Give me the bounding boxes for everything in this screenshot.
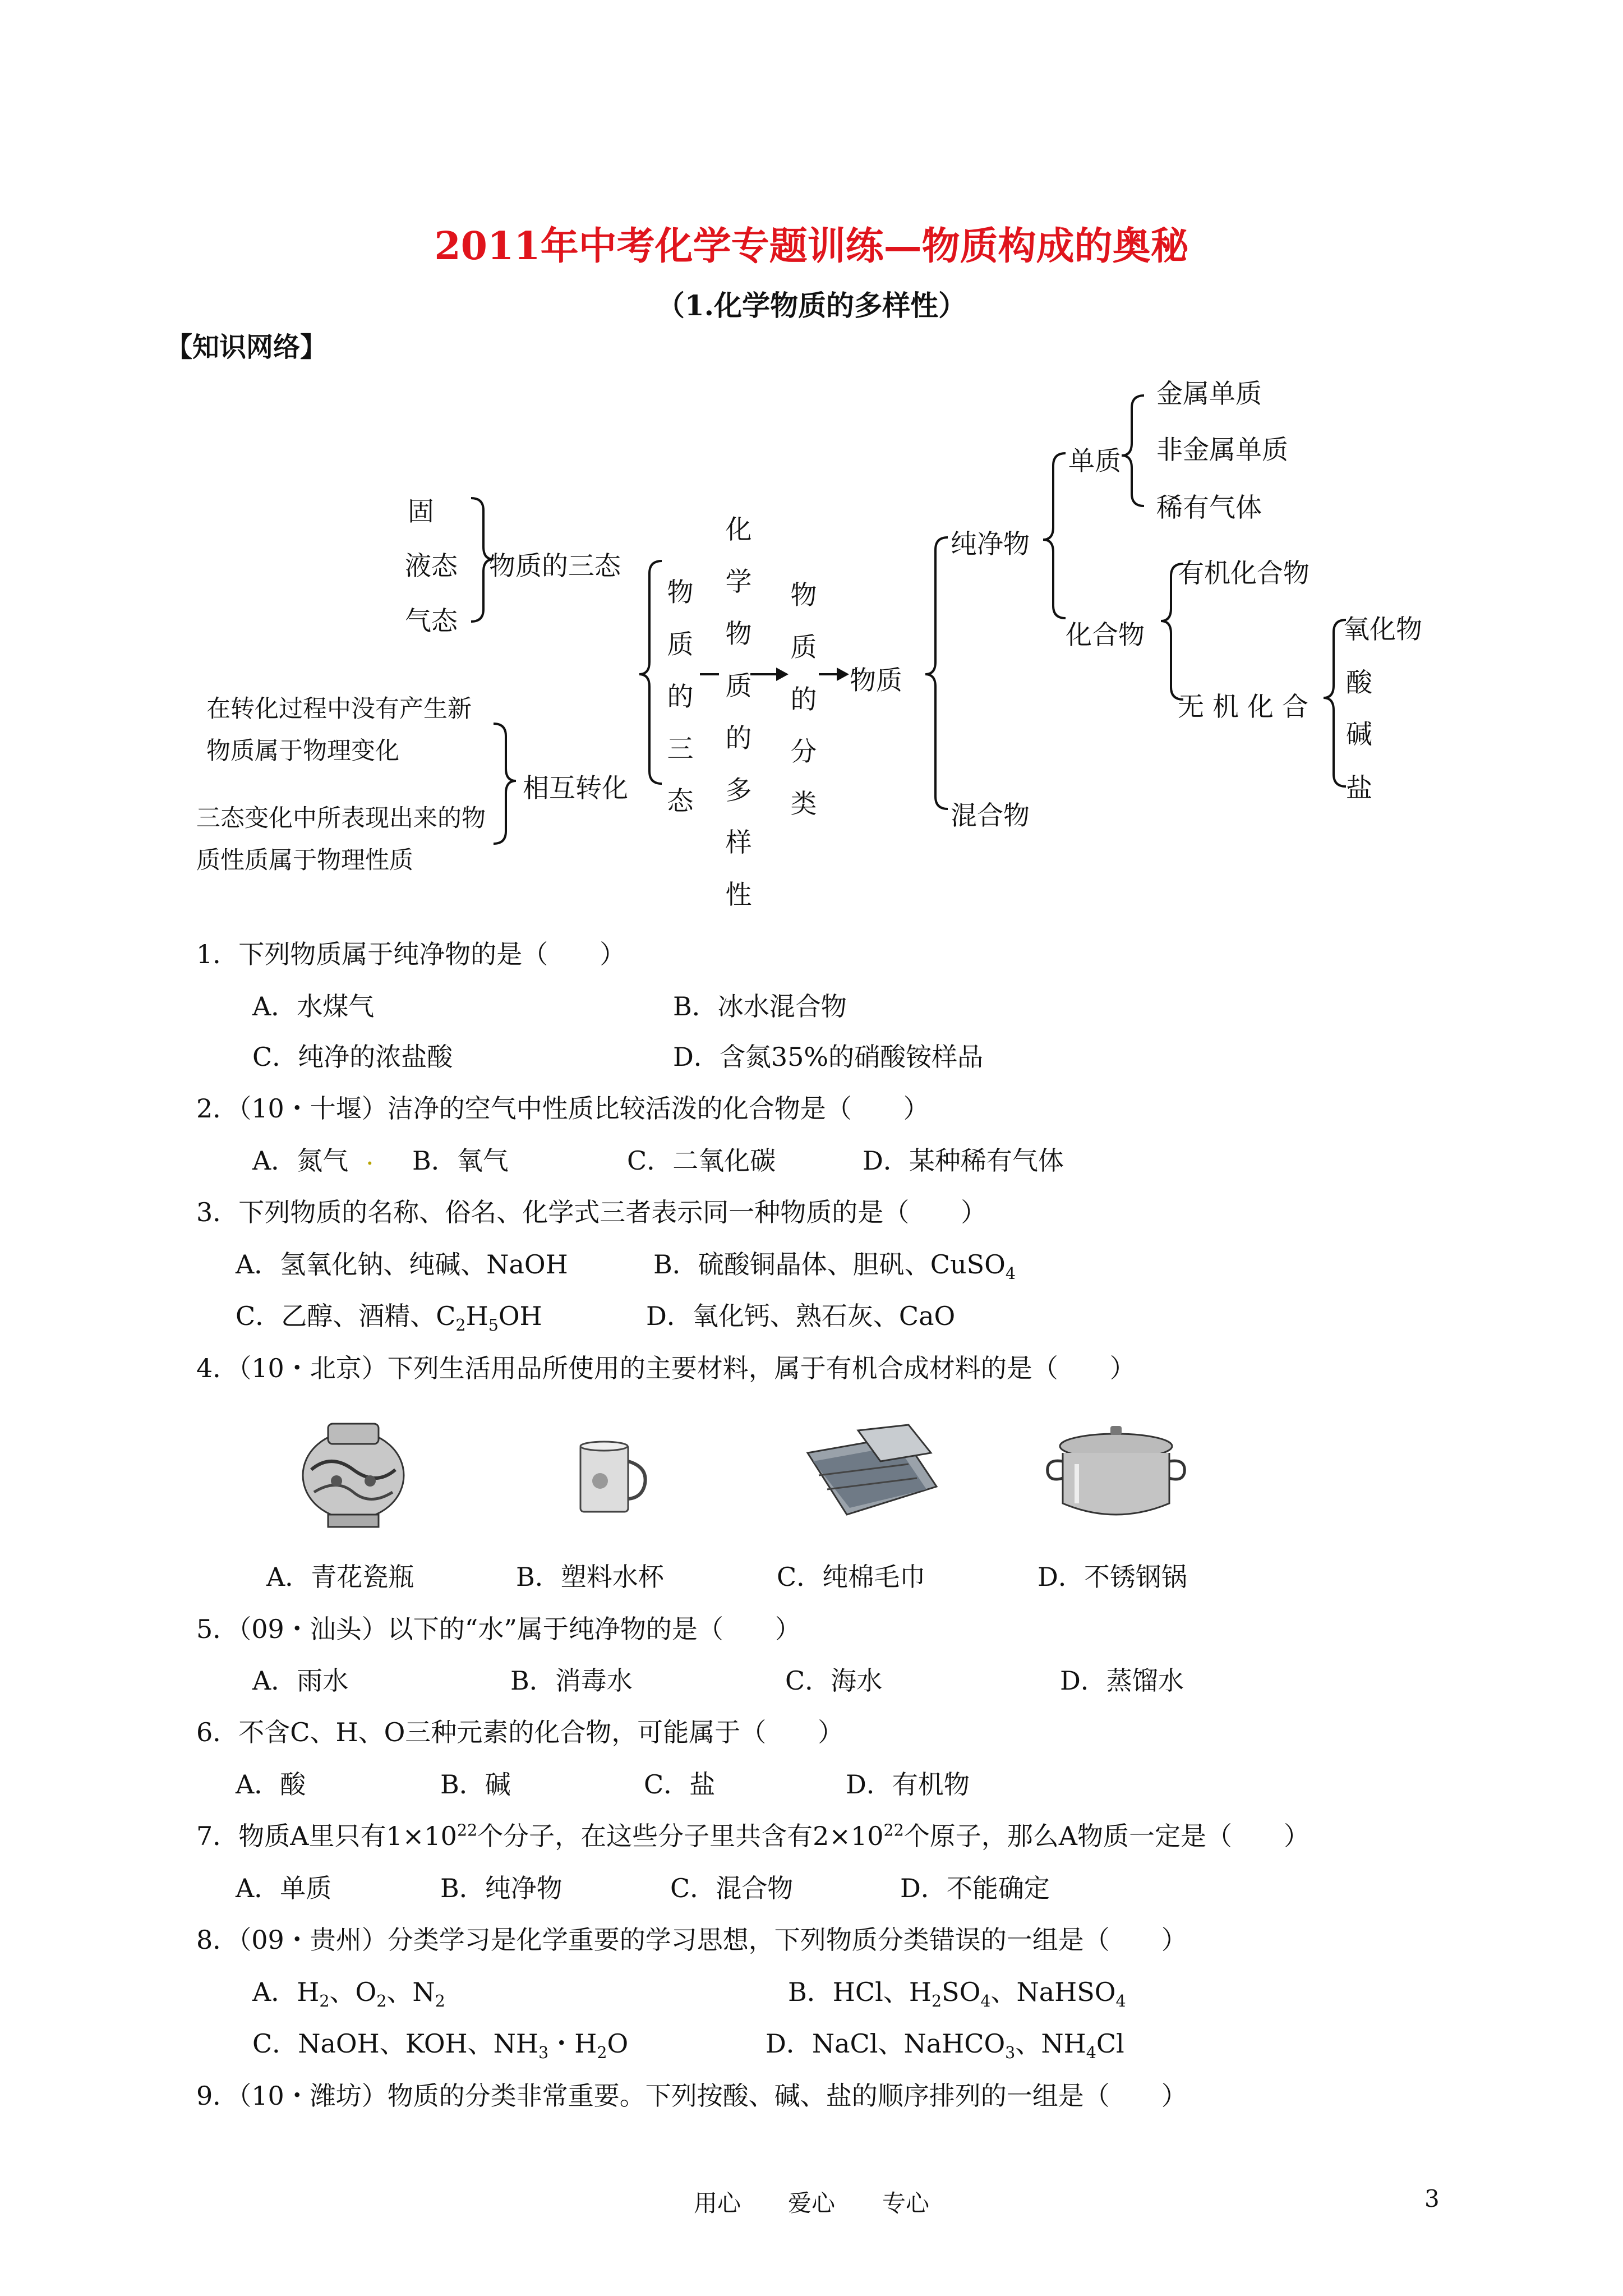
blue-white-porcelain-vase-icon xyxy=(297,1414,409,1531)
question-6-option-c: C．盐 xyxy=(644,1769,716,1800)
noble-gas-label: 稀有气体 xyxy=(1156,493,1262,523)
oxide-label: 氧化物 xyxy=(1343,614,1422,645)
question-4-stem: 4．（10・北京）下列生活用品所使用的主要材料，属于有机合成材料的是（ ） xyxy=(196,1353,1136,1383)
question-2-option-c: C．二氧化碳 xyxy=(627,1145,776,1176)
physical-property-note-2: 质性质属于物理性质 xyxy=(196,846,413,875)
col-diversity: 化学物质的多样性 xyxy=(725,514,752,910)
question-2-stray-dot: . xyxy=(366,1140,374,1171)
physical-change-note-1: 在转化过程中没有产生新 xyxy=(206,695,472,723)
question-2-option-b: B．氧气 xyxy=(412,1145,509,1176)
compound-label: 化合物 xyxy=(1066,620,1145,651)
question-4-option-b: B．塑料水杯 xyxy=(516,1562,664,1592)
question-5-option-b: B．消毒水 xyxy=(510,1665,633,1696)
question-7-option-c: C．混合物 xyxy=(670,1873,794,1903)
metal-element-label: 金属单质 xyxy=(1156,379,1262,409)
page-subtitle: （1.化学物质的多样性） xyxy=(656,289,967,322)
question-1-option-a: A．水煤气 xyxy=(252,991,375,1022)
state-solid: 固 xyxy=(408,496,434,527)
question-1-option-d: D．含氮35%的硝酸铵样品 xyxy=(673,1042,984,1072)
question-7-option-a: A．单质 xyxy=(236,1873,332,1903)
page-number: 3 xyxy=(1424,2185,1440,2212)
question-4-option-a: A．青花瓷瓶 xyxy=(266,1562,414,1592)
question-9-stem: 9．（10・潍坊）物质的分类非常重要。下列按酸、碱、盐的顺序排列的一组是（ ） xyxy=(196,2081,1187,2111)
question-8-option-d: D．NaCl、NaHCO$_3$、$NH_4Cl$ xyxy=(766,2028,1124,2063)
question-5-option-d: D．蒸馏水 xyxy=(1060,1665,1184,1696)
question-3-option-b: B．硫酸铜晶体、胆矾、CuSO$_4$ xyxy=(653,1249,1016,1283)
question-5-option-a: A．雨水 xyxy=(252,1665,349,1696)
page-title: 2011年中考化学专题训练—物质构成的奥秘 xyxy=(434,224,1189,269)
inorganic-compound-label: 无 机 化 合 xyxy=(1178,692,1308,723)
section-label: 【知识网络】 xyxy=(165,332,328,363)
question-7-stem: 7．物质A里只有$1\times 10^{22}$个分子，在这些分子里共含有$2\times 10^{22}$个原子，那么A物质一定是（ ） xyxy=(196,1821,1310,1851)
question-3-option-a: A．氢氧化钠、纯碱、NaOH xyxy=(236,1249,568,1280)
physical-change-note-2: 物质属于物理变化 xyxy=(206,737,399,765)
footer-slogan: 用心 爱心 专心 xyxy=(693,2189,929,2217)
col-three-states: 物质的三态 xyxy=(667,577,694,817)
question-6-option-a: A．酸 xyxy=(236,1769,306,1800)
base-label: 碱 xyxy=(1346,719,1372,750)
question-1-option-b: B．冰水混合物 xyxy=(673,991,847,1022)
question-5-stem: 5．（09・汕头）以下的“水”属于纯净物的是（ ） xyxy=(196,1614,801,1644)
states-group-label: 物质的三态 xyxy=(489,551,621,582)
question-8-option-a: A．$H_2$、$O_2$、$N_2$ xyxy=(252,1977,445,2011)
mixture-label: 混合物 xyxy=(951,800,1030,831)
stainless-steel-pot-icon xyxy=(1043,1419,1189,1526)
mutual-conversion-label: 相互转化 xyxy=(523,773,628,804)
salt-label: 盐 xyxy=(1346,773,1372,804)
question-8-option-b: B．HCl、$H_2SO_4$、NaHSO$_4$ xyxy=(788,1977,1126,2011)
cotton-towel-icon xyxy=(796,1419,953,1526)
question-1-option-c: C．纯净的浓盐酸 xyxy=(252,1042,453,1072)
question-8-option-c: C．NaOH、KOH、$NH_3$・$H_2O$ xyxy=(252,2028,629,2063)
substance-label: 物质 xyxy=(850,665,902,696)
question-3-stem: 3．下列物质的名称、俗名、化学式三者表示同一种物质的是（ ） xyxy=(196,1197,987,1227)
question-6-option-b: B．碱 xyxy=(440,1769,511,1800)
state-gas: 气态 xyxy=(405,606,458,637)
question-8-stem: 8．（09・贵州）分类学习是化学重要的学习思想，下列物质分类错误的一组是（ ） xyxy=(196,1925,1187,1955)
pure-substance-label: 纯净物 xyxy=(951,529,1030,560)
element-label: 单质 xyxy=(1068,446,1121,477)
question-5-option-c: C．海水 xyxy=(785,1665,883,1696)
plastic-cup-icon xyxy=(572,1436,651,1520)
acid-label: 酸 xyxy=(1346,668,1372,698)
question-6-option-d: D．有机物 xyxy=(846,1769,970,1800)
state-liquid: 液态 xyxy=(405,551,458,582)
organic-compound-label: 有机化合物 xyxy=(1178,558,1310,589)
question-3-option-d: D．氧化钙、熟石灰、CaO xyxy=(646,1301,956,1331)
question-2-option-a: A．氮气 xyxy=(252,1145,349,1176)
question-3-option-c: C．乙醇、酒精、$C_2H_5OH$ xyxy=(236,1301,542,1335)
question-2-stem: 2．（10・十堰）洁净的空气中性质比较活泼的化合物是（ ） xyxy=(196,1093,929,1124)
question-7-option-d: D．不能确定 xyxy=(900,1873,1050,1903)
question-1-stem: 1．下列物质属于纯净物的是（ ） xyxy=(196,939,626,969)
question-7-option-b: B．纯净物 xyxy=(440,1873,562,1903)
question-4-option-c: C．纯棉毛巾 xyxy=(777,1562,926,1592)
nonmetal-element-label: 非金属单质 xyxy=(1156,435,1288,466)
question-4-option-d: D．不锈钢锅 xyxy=(1038,1562,1187,1592)
question-6-stem: 6．不含C、H、O三种元素的化合物，可能属于（ ） xyxy=(196,1717,844,1747)
physical-property-note-1: 三态变化中所表现出来的物 xyxy=(196,804,486,832)
question-2-option-d: D．某种稀有气体 xyxy=(863,1145,1064,1176)
col-classification: 物质的分类 xyxy=(790,580,817,820)
